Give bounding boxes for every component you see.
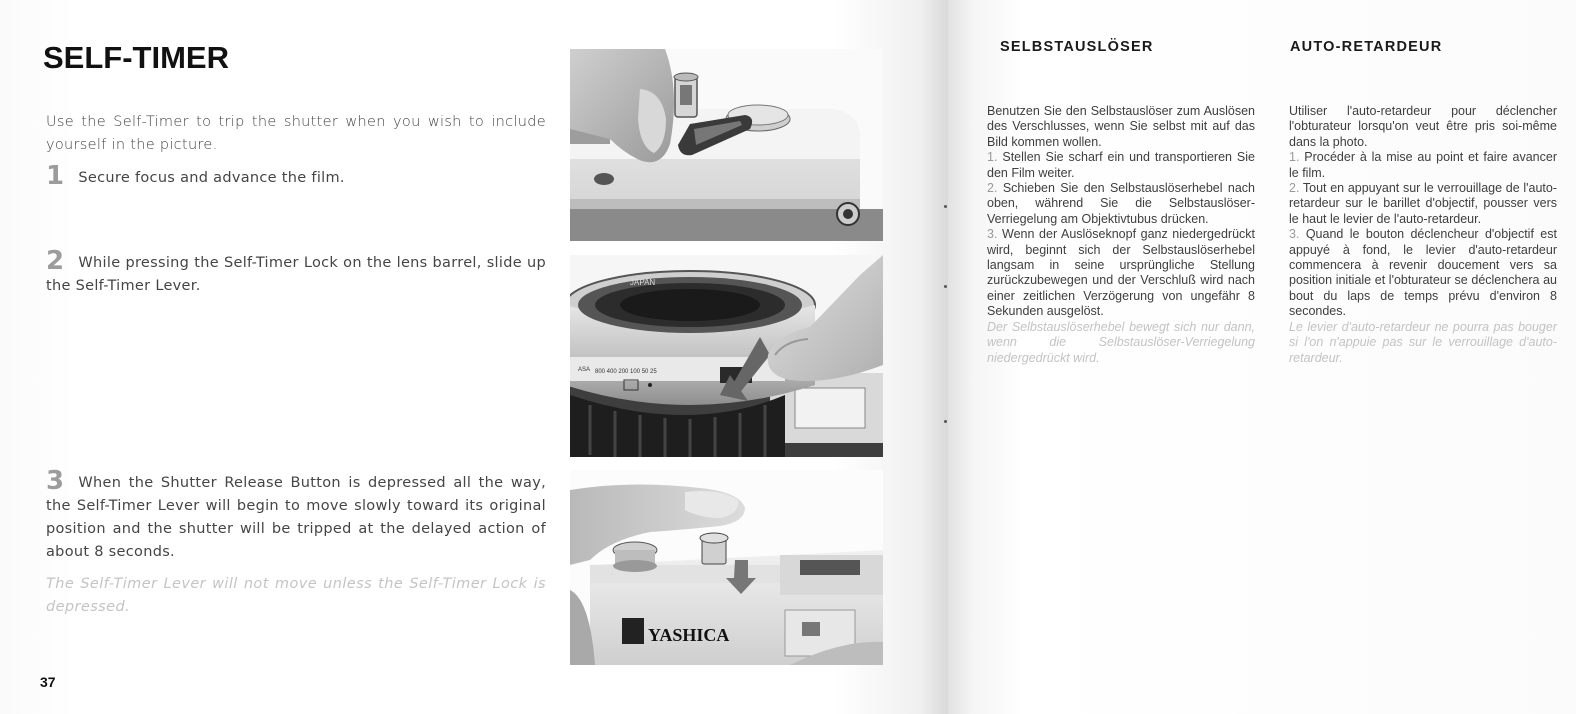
asa-scale: 800 400 200 100 50 25 (595, 369, 657, 375)
photo-self-timer-lever (570, 49, 883, 241)
step-1-text: Secure focus and advance the film. (78, 170, 345, 186)
step-3-text: When the Shutter Release Button is depressed all the way, the Self-Timer Lever will begin to move slowly toward its original position and the shutter will be tripped at the delayed action of about 8 seconds. (46, 475, 546, 560)
step-3-number: 3 (46, 466, 65, 496)
german-step-3 (987, 227, 1255, 319)
german-intro: Benutzen Sie den Selbstauslöser zum Auslösen des Verschlusses, wenn Sie selbst mit auf das Bild kommen wollen. (987, 104, 1255, 149)
step-1 (46, 161, 546, 191)
german-heading: SELBSTAUSLÖSER (1000, 39, 1154, 55)
page-number: 37 (40, 674, 56, 690)
binding-dot (944, 205, 947, 208)
french-step-2-text: Tout en appuyant sur le verrouillage de l'auto-retardeur sur le barillet d'objectif, pousser vers le haut le levier de l'auto-retardeur. (1289, 181, 1557, 226)
french-step-1-text: Procéder à la mise au point et faire avancer le film. (1289, 150, 1557, 180)
binding-dot (944, 285, 947, 288)
french-step-2-number: 2. (1289, 181, 1300, 196)
german-note: Der Selbstauslöserhebel bewegt sich nur dann, wenn die Selbstauslöser-Verriegelung niedergedrückt wird. (987, 319, 1255, 365)
french-step-3 (1289, 227, 1557, 319)
asa-label: ASA (578, 367, 591, 373)
step-3 (46, 466, 546, 564)
german-step-3-text: Wenn der Auslöseknopf ganz niedergedrückt wird, beginnt sich der Selbstauslöserhebel langsam in seine ursprüngliche Stellung zurückzubewegen und der Verschluß wird nach einer zeitlichen Verzögerung von ungefähr 8 Sekunden ausgelöst. (987, 227, 1255, 319)
german-step-1-number: 1. (987, 150, 998, 165)
french-heading: AUTO-RETARDEUR (1290, 39, 1443, 55)
german-step-1-text: Stellen Sie scharf ein und transportieren Sie den Film weiter. (987, 150, 1255, 180)
german-column (987, 104, 1255, 366)
french-step-3-text: Quand le bouton déclencheur d'objectif est appuyé à fond, le levier d'auto-retardeur commencera à revenir doucement vers sa position initiale et l'obturateur se déclenchera au bout du laps de temps prévu d'environ 8 secondes. (1289, 227, 1557, 319)
photo-shutter-release (570, 470, 883, 665)
photo-lens-barrel (570, 255, 883, 457)
french-column (1289, 104, 1557, 366)
german-step-2-number: 2. (987, 181, 998, 196)
note-text: The Self-Timer Lever will not move unless the Self-Timer Lock is depressed. (46, 576, 546, 615)
german-step-1 (987, 150, 1255, 181)
step-2-text: While pressing the Self-Timer Lock on the lens barrel, slide up the Self-Timer Lever. (46, 255, 546, 294)
german-step-2 (987, 181, 1255, 227)
french-intro: Utiliser l'auto-retardeur pour déclencher l'obturateur lorsqu'on veut être pris soi-même dans la photo. (1289, 104, 1557, 149)
intro-text: Use the Self-Timer to trip the shutter when you wish to include yourself in the picture. (46, 114, 546, 153)
french-step-2 (1289, 181, 1557, 227)
step-2 (46, 246, 546, 298)
step-2-number: 2 (46, 246, 65, 276)
brand-logo: YASHICA (648, 625, 730, 645)
french-step-3-number: 3. (1289, 227, 1300, 242)
german-step-3-number: 3. (987, 227, 998, 242)
french-step-1 (1289, 150, 1557, 181)
binding-dot (944, 420, 947, 423)
french-step-1-number: 1. (1289, 150, 1300, 165)
page-title: SELF-TIMER (43, 40, 229, 75)
french-note: Le levier d'auto-retardeur ne pourra pas bouger si l'on n'appuie pas sur le verrouillage d'auto-retardeur. (1289, 319, 1557, 365)
step-1-number: 1 (46, 161, 65, 191)
lens-ring-text: JAPAN (630, 278, 656, 287)
german-step-2-text: Schieben Sie den Selbstauslöserhebel nach oben, während Sie die Selbstauslöser-Verriegelung am Objektivtubus drücken. (987, 181, 1255, 226)
